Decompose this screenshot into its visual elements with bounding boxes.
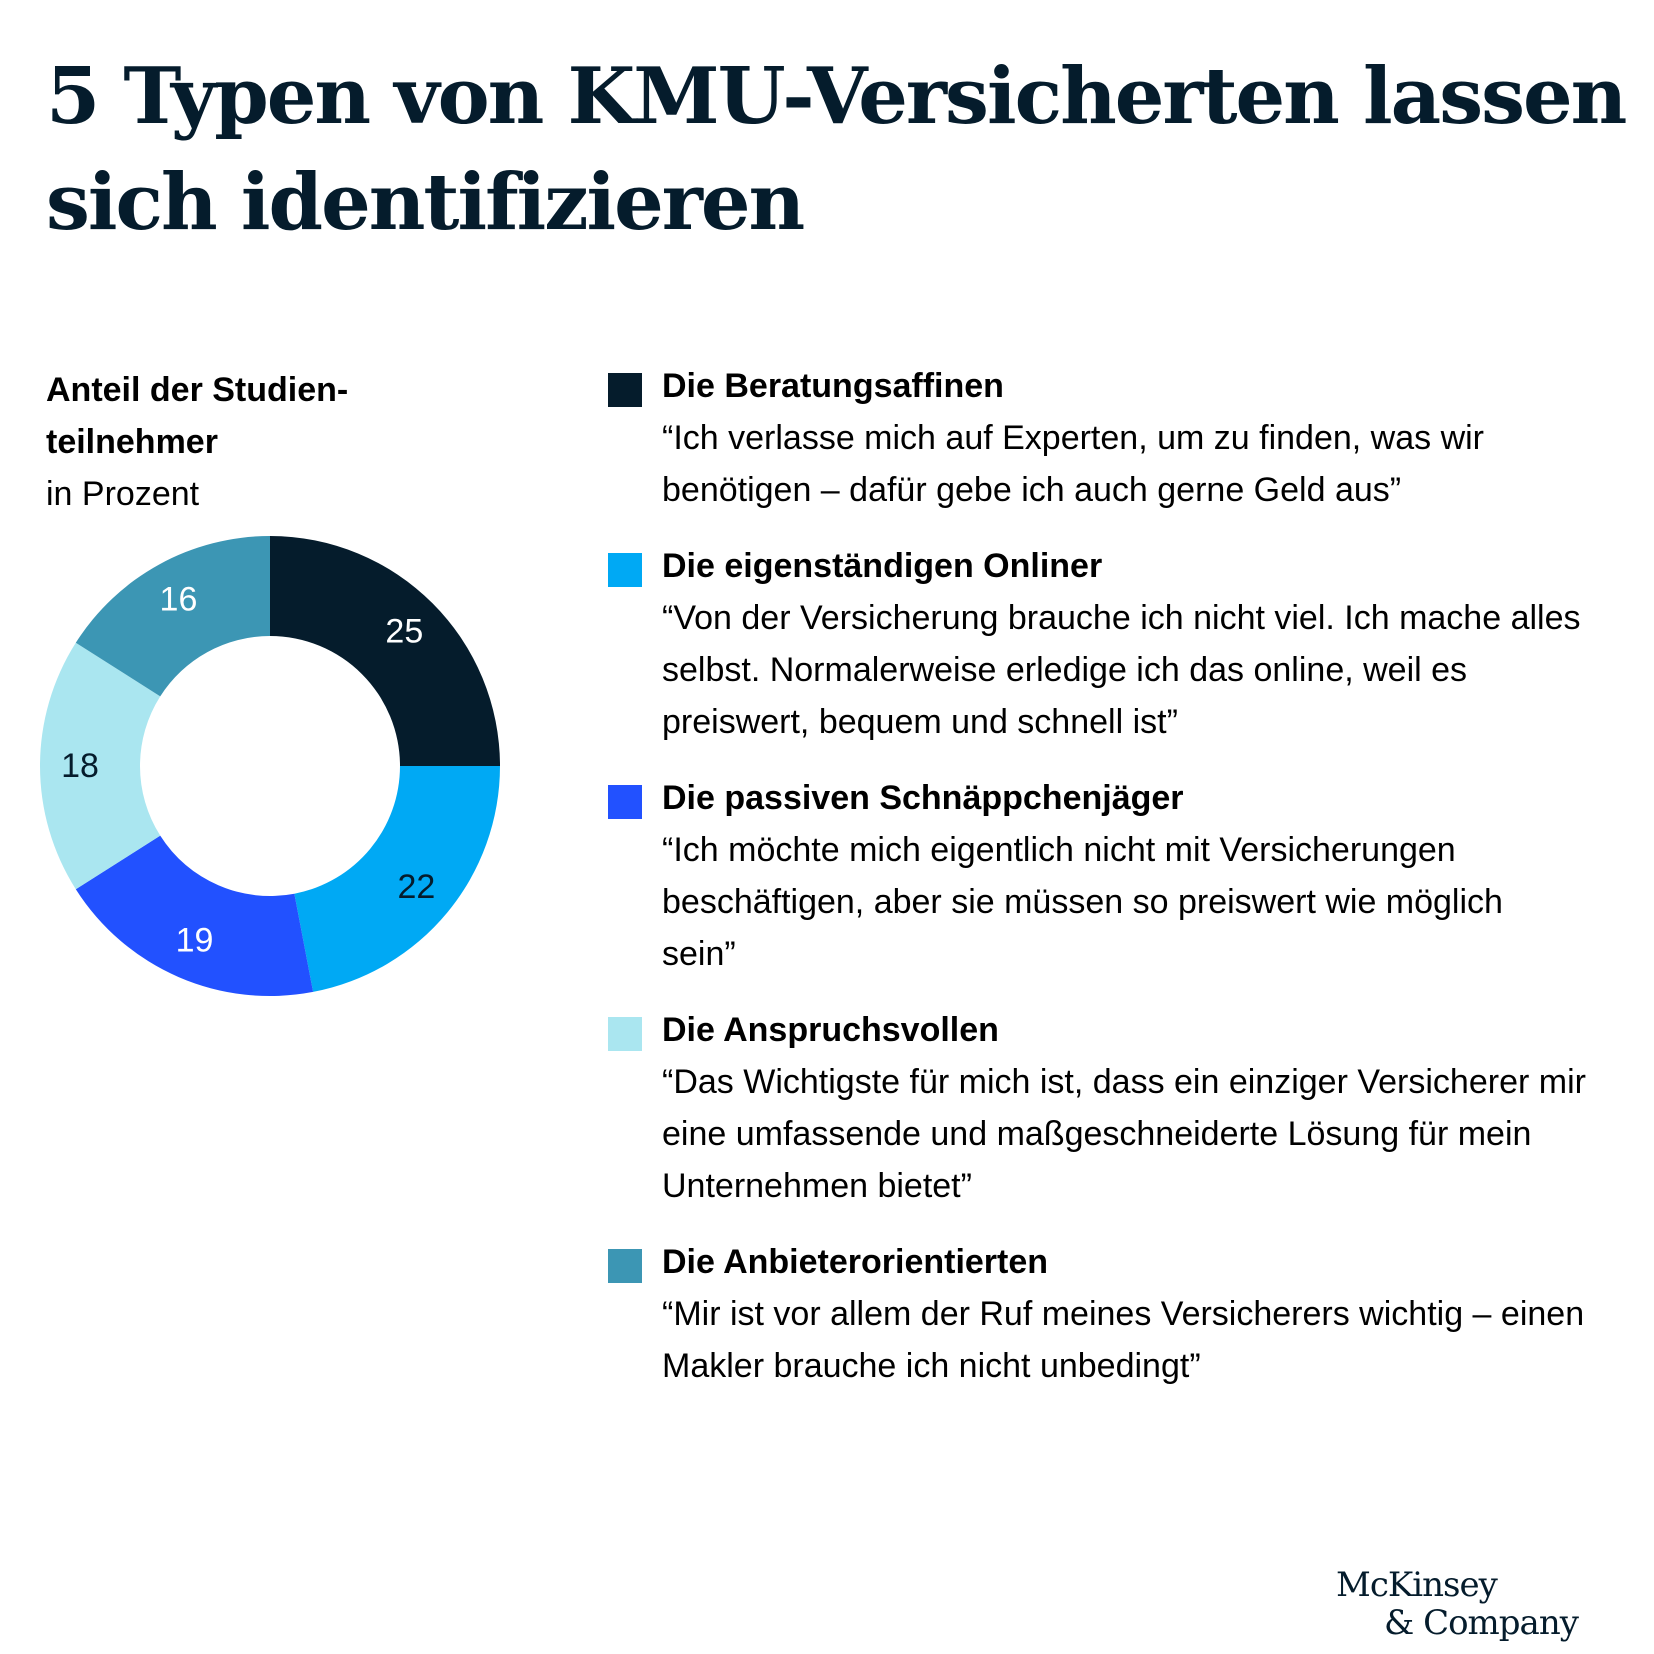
legend-swatch [608,1249,642,1283]
legend-name: Die Anbieterorientierten [662,1243,1049,1281]
legend-quote: “Ich möchte mich eigentlich nicht mit Versicherungen beschäftigen, aber sie müssen so preiswert wie möglich sein” [662,831,1503,973]
legend [608,360,1628,1392]
legend-name: Die passiven Schnäppchenjäger [662,779,1184,817]
donut-slice-label-5: 16 [159,580,198,619]
legend-name: Die Anspruchsvollen [662,1011,999,1049]
donut-chart [30,526,510,1006]
legend-quote: “Von der Versicherung brauche ich nicht viel. Ich mache alles selbst. Normalerweise erledige ich das online, weil es preiswert, bequem und schnell ist” [662,599,1581,741]
donut-slice-label-3: 19 [175,921,214,960]
legend-quote: “Ich verlasse mich auf Experten, um zu finden, was wir benötigen – dafür gebe ich auch gerne Geld aus” [662,419,1484,509]
chart-title: Anteil der Studien-teilnehmer [46,371,349,461]
chart-subtitle: in Prozent [46,475,200,513]
legend-quote: “Das Wichtigste für mich ist, dass ein einziger Versicherer mir eine umfassende und maßgeschneiderte Lösung für mein Unternehmen bietet” [662,1063,1586,1205]
donut-slice-label-2: 22 [397,868,436,907]
legend-swatch [608,373,642,407]
legend-item-anbieterorientierte [608,1236,1628,1392]
donut-slice-1 [270,536,500,766]
chart-heading [46,364,466,520]
page-title: 5 Typen von KMU-Versicherten lassen sich identifizieren [46,51,1626,248]
legend-item-online [608,540,1628,748]
legend-item-anspruchsvolle [608,1004,1628,1212]
donut-slice-label-1: 25 [385,612,424,651]
company-logo [1336,1566,1578,1642]
legend-swatch [608,1017,642,1051]
donut-slice-label-4: 18 [61,747,99,785]
logo-line-2: & Company [1384,1603,1578,1643]
legend-name: Die Beratungsaffinen [662,367,1004,405]
legend-item-beratungsaffine [608,360,1628,516]
legend-swatch [608,553,642,587]
logo-line-1: McKinsey [1336,1565,1497,1605]
legend-quote: “Mir ist vor allem der Ruf meines Versicherers wichtig – einen Makler brauche ich nicht unbedingt” [662,1295,1585,1385]
legend-swatch [608,785,642,819]
legend-item-schnaeppchenjaeger [608,772,1628,980]
legend-name: Die eigenständigen Onliner [662,547,1103,585]
